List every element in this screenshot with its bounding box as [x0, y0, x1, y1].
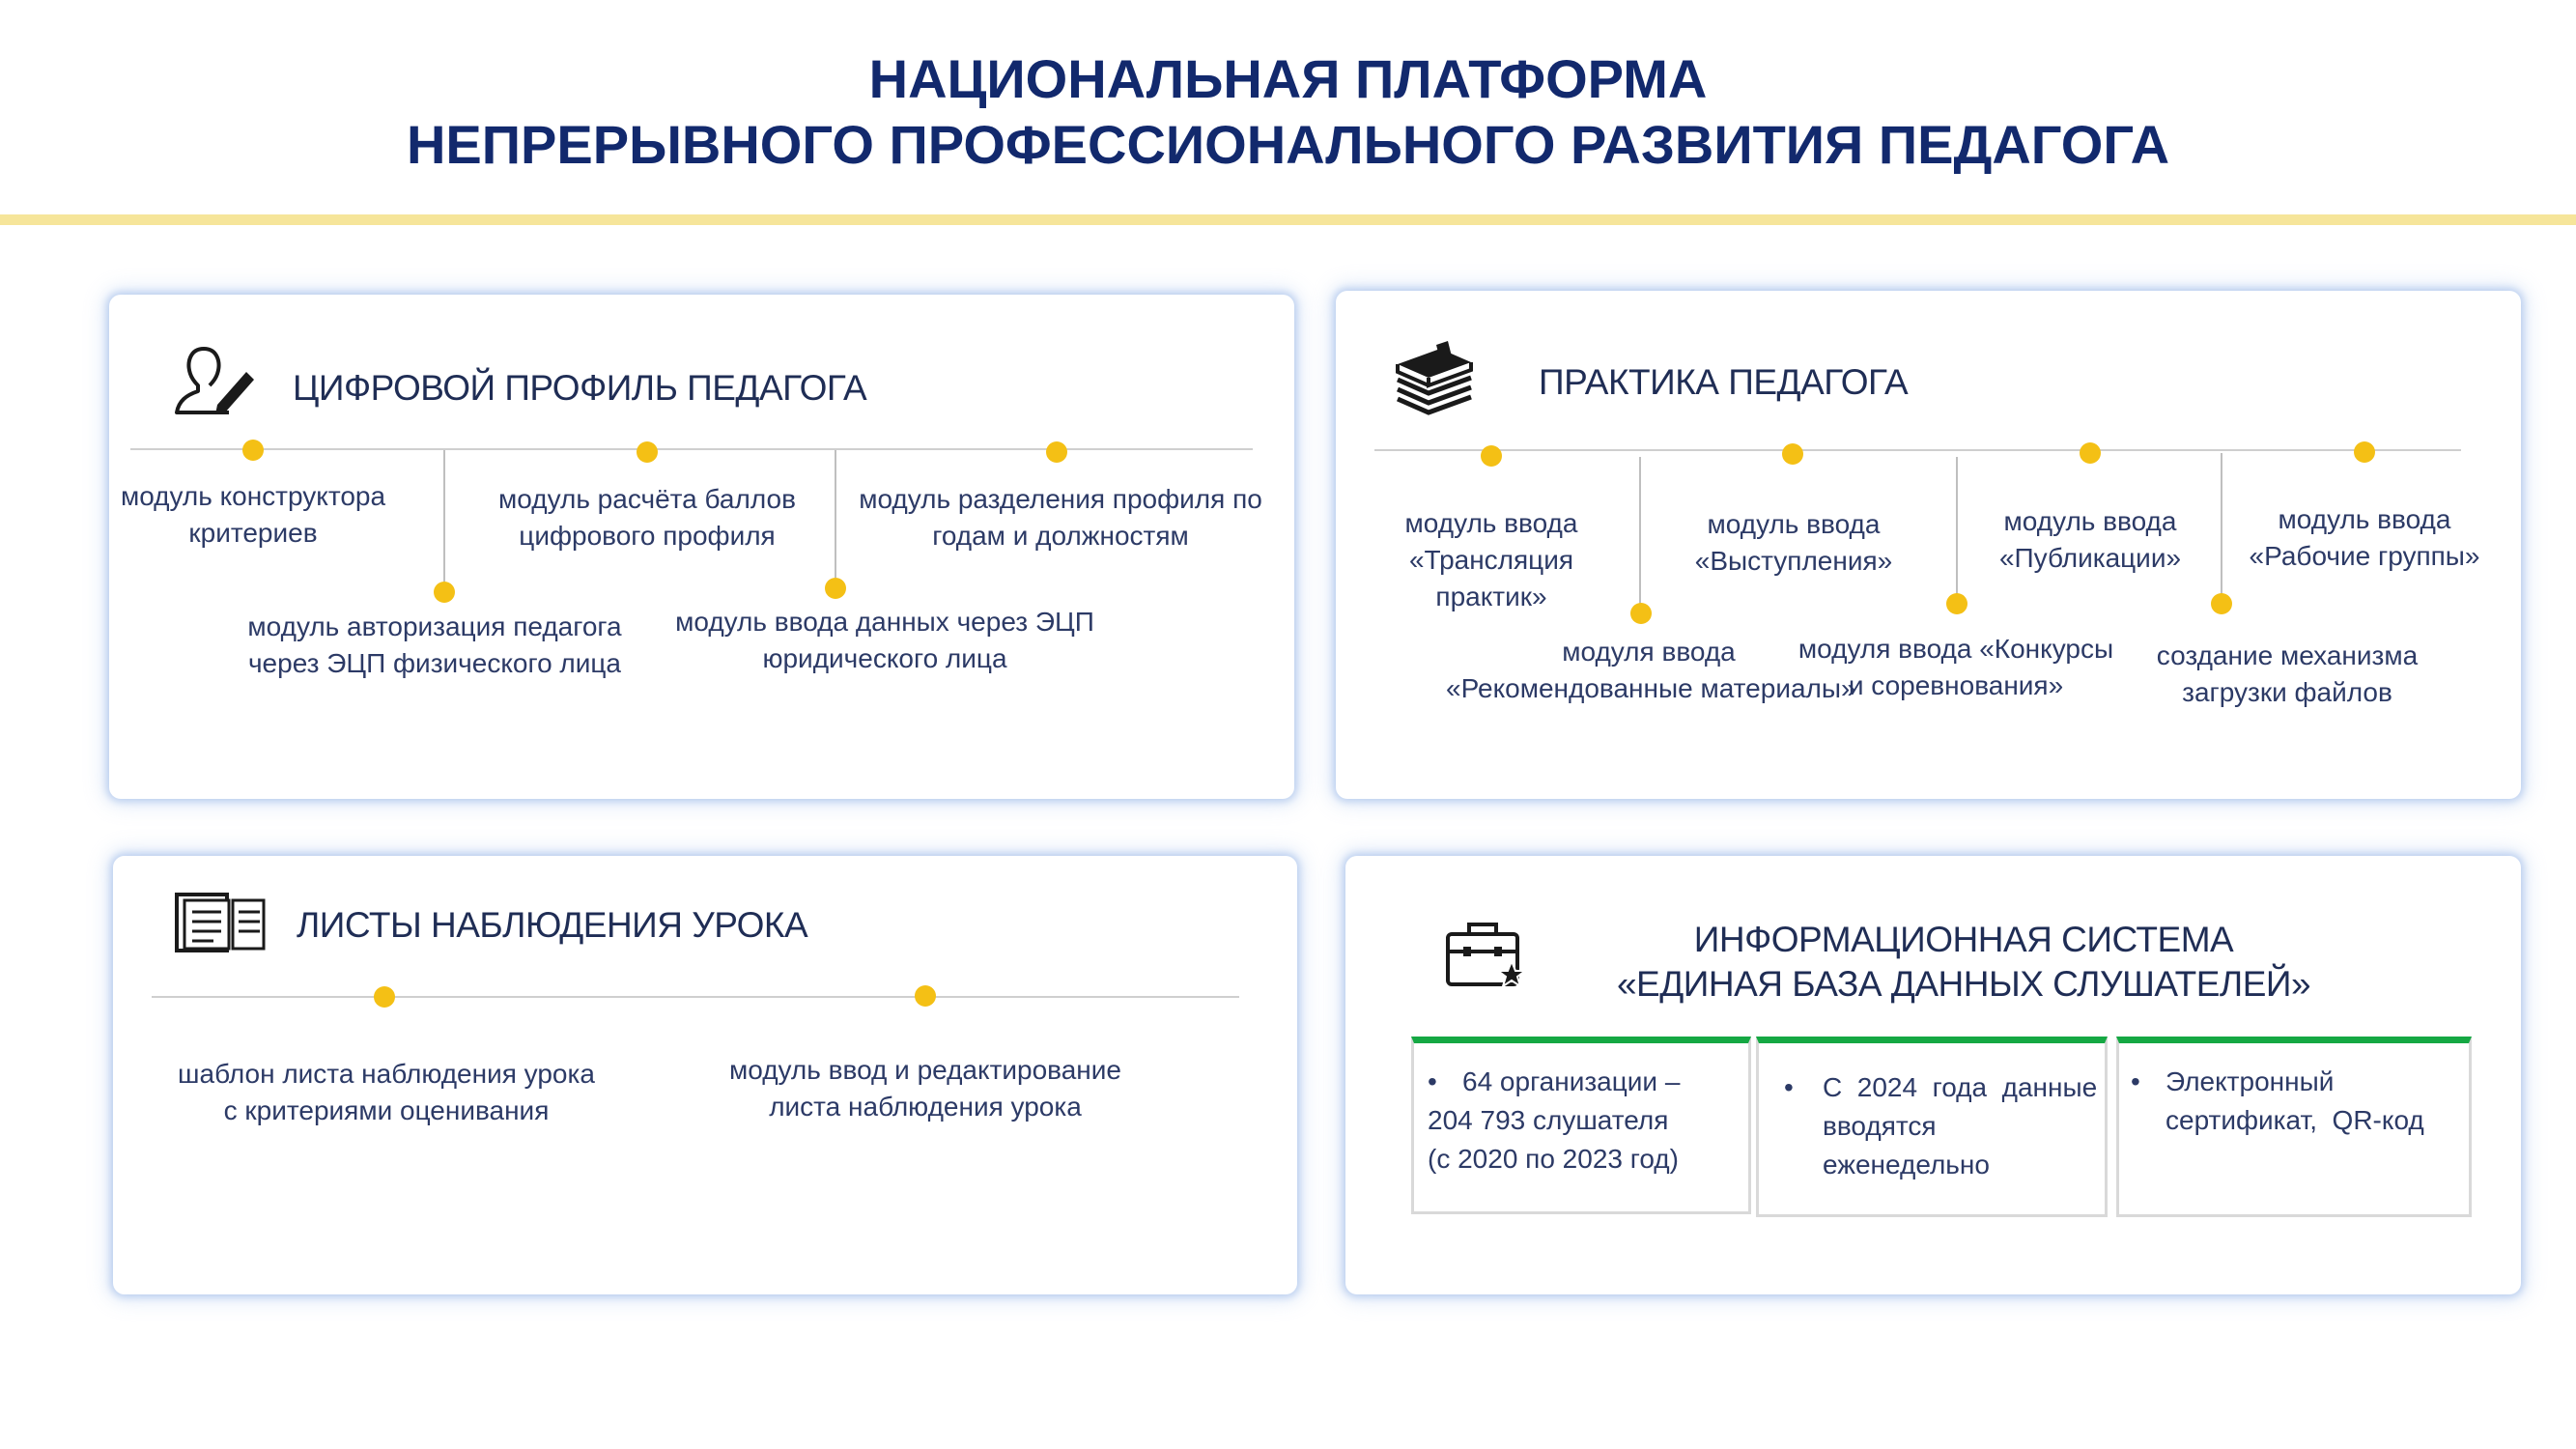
timeline-line — [1374, 449, 2461, 451]
info-box — [2116, 1037, 2472, 1217]
label-line: модуль ввода данных через ЭЦП — [675, 607, 1094, 637]
label-line: загрузки файлов — [2182, 677, 2392, 707]
box-line: 64 организации – — [1462, 1066, 1681, 1096]
bullet-icon: • — [1784, 1072, 1794, 1102]
info-box-text — [1428, 1063, 1680, 1179]
box-line: С 2024 года данные — [1823, 1072, 2098, 1102]
timeline-dot — [637, 441, 658, 463]
label-line: создание механизма — [2156, 640, 2419, 670]
timeline-dot — [915, 985, 936, 1007]
box-line: (с 2020 по 2023 год) — [1428, 1144, 1679, 1174]
card-digital-profile — [109, 295, 1294, 799]
box-line: вводятся — [1823, 1111, 1937, 1141]
label-line: юридического лица — [762, 643, 1007, 673]
heading-line: ИНФОРМАЦИОННАЯ СИСТЕМА — [1693, 920, 2234, 959]
bullet-icon: • — [2131, 1066, 2140, 1096]
label-line: модуль разделения профиля по — [859, 484, 1262, 514]
box-line: Электронный — [2166, 1066, 2335, 1096]
card-heading: ЛИСТЫ НАБЛЮДЕНИЯ УРОКА — [297, 905, 808, 945]
card-teacher-practice — [1336, 291, 2521, 799]
label-line: критериев — [188, 518, 318, 548]
timeline-dot — [1946, 593, 1967, 614]
timeline-dot — [2080, 442, 2101, 464]
card-heading: ЦИФРОВОЙ ПРОФИЛЬ ПЕДАГОГА — [293, 368, 867, 408]
timeline-item-label — [848, 481, 1273, 554]
label-line: модуль расчёта баллов — [498, 484, 796, 514]
card-information-system — [1345, 856, 2521, 1294]
timeline-item-label — [99, 478, 408, 552]
timeline-item-label — [672, 604, 1097, 677]
label-line: «Выступления» — [1694, 546, 1893, 576]
timeline-item-label — [174, 1056, 599, 1129]
label-line: модуль ввода — [1404, 508, 1578, 538]
label-line: «Рабочие группы» — [2249, 541, 2480, 571]
timeline-connector — [443, 450, 445, 582]
timeline-item-label — [2152, 638, 2422, 711]
label-line: модуль ввода — [2003, 506, 2177, 536]
page-title-line-2: НЕПРЕРЫВНОГО ПРОФЕССИОНАЛЬНОГО РАЗВИТИЯ ПЕДАГОГА — [406, 114, 2170, 175]
page-title — [0, 46, 2576, 178]
timeline-item-label — [203, 609, 666, 682]
label-line: практик» — [1435, 582, 1547, 611]
timeline-line — [130, 448, 1253, 450]
timeline-dot — [1046, 441, 1067, 463]
label-line: и соревнования» — [1848, 670, 2064, 700]
box-line: 204 793 слушателя — [1428, 1105, 1669, 1135]
timeline-item-label — [478, 481, 816, 554]
timeline-item-label — [1782, 631, 2130, 704]
timeline-item-label — [2234, 501, 2495, 575]
timeline-dot — [1630, 603, 1652, 624]
label-line: модуль ввод и редактирование — [729, 1055, 1121, 1085]
timeline-dot — [242, 440, 264, 461]
card-lesson-observation — [113, 856, 1297, 1294]
label-line: «Публикации» — [1998, 543, 2182, 573]
label-line: модуль ввода — [1707, 509, 1881, 539]
page-title-line-1: НАЦИОНАЛЬНАЯ ПЛАТФОРМА — [868, 48, 1708, 109]
timeline-item-label — [1965, 503, 2216, 577]
timeline-dot — [374, 986, 395, 1008]
timeline-item-label — [1356, 505, 1627, 615]
label-line: модуль ввода — [2278, 504, 2451, 534]
label-line: модуль конструктора — [120, 481, 386, 511]
header-divider — [0, 214, 2576, 225]
timeline-connector — [2221, 453, 2222, 598]
timeline-item-label — [722, 1052, 1128, 1125]
label-line: с критериями оценивания — [223, 1095, 550, 1125]
label-line: через ЭЦП физического лица — [247, 648, 622, 678]
timeline-connector — [1639, 457, 1641, 613]
books-stack-icon — [1394, 335, 1475, 416]
briefcase-star-icon — [1444, 919, 1527, 992]
label-line: модуля ввода — [1562, 637, 1736, 667]
label-line: цифрового профиля — [519, 521, 776, 551]
timeline-dot — [1782, 443, 1803, 465]
timeline-connector — [1956, 457, 1958, 602]
info-box-text — [2166, 1063, 2424, 1140]
timeline-line — [152, 996, 1239, 998]
card-heading — [1587, 918, 2340, 1007]
box-line: сертификат, QR-код — [2166, 1105, 2424, 1135]
label-line: листа наблюдения урока — [769, 1092, 1082, 1122]
label-line: шаблон листа наблюдения урока — [178, 1059, 595, 1089]
box-line: еженедельно — [1823, 1150, 1990, 1179]
timeline-dot — [2211, 593, 2232, 614]
info-box-text — [1823, 1068, 2097, 1184]
label-line: «Рекомендованные материалы» — [1446, 673, 1856, 703]
timeline-dot — [434, 582, 455, 603]
timeline-dot — [825, 578, 846, 599]
card-heading: ПРАКТИКА ПЕДАГОГА — [1539, 362, 1909, 402]
info-box — [1411, 1037, 1751, 1214]
timeline-dot — [2354, 441, 2375, 463]
label-line: годам и должностям — [932, 521, 1189, 551]
user-edit-icon — [175, 343, 258, 416]
timeline-item-label — [1649, 506, 1939, 580]
document-list-icon — [173, 891, 268, 954]
bullet-icon: • — [1428, 1066, 1437, 1096]
label-line: модуль авторизация педагога — [247, 611, 622, 641]
timeline-dot — [1481, 445, 1502, 467]
timeline-connector — [835, 450, 836, 578]
info-box — [1756, 1037, 2108, 1217]
label-line: модуля ввода «Конкурсы — [1798, 634, 2114, 664]
label-line: «Трансляция — [1408, 545, 1574, 575]
heading-line: «ЕДИНАЯ БАЗА ДАННЫХ СЛУШАТЕЛЕЙ» — [1616, 964, 2311, 1004]
